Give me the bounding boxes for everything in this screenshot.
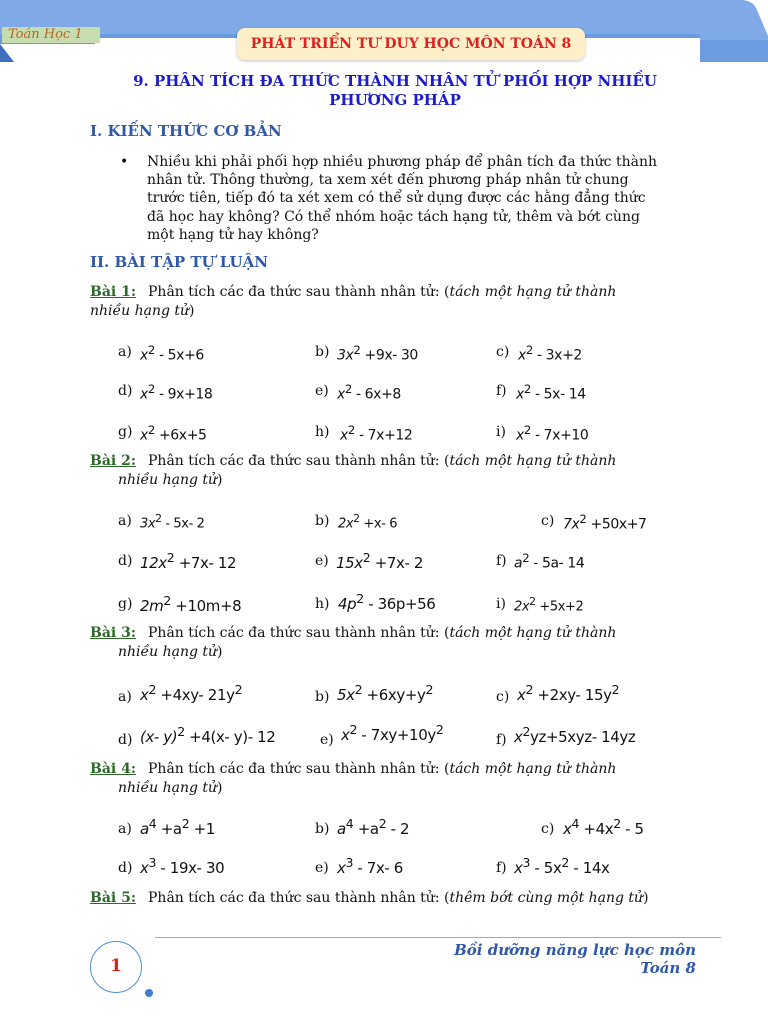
item-letter: e) <box>315 860 329 876</box>
math-expression: $12x^2 +7x-$ 12 <box>140 550 237 572</box>
exercise-3-heading: Bài 3: Phân tích các đa thức sau thành nhân tử: (tách một hạng tử thành nhiều hạng tử) <box>90 625 617 660</box>
bullet-line2: nhân tử. Thông thường, ta xem xét đến phương pháp nhân tử chung <box>147 172 629 189</box>
bullet-line5: một hạng tử hay không? <box>147 226 319 243</box>
item-letter: a) <box>118 513 132 529</box>
item-letter: d) <box>118 860 133 876</box>
item-letter: f) <box>496 732 507 748</box>
math-expression: $x^2 - 5x+6$ <box>140 343 204 364</box>
math-expression: $x^4 +4x^2 - 5$ <box>563 816 644 838</box>
exercise-5-heading: Bài 5: Phân tích các đa thức sau thành nhân tử: (thêm bớt cùng một hạng tử) <box>90 890 649 906</box>
exercise-2-label: Bài 2: <box>90 453 137 469</box>
header-tag: Toán Học 1 <box>2 27 100 43</box>
bullet-line3: trước tiên, tiếp đó ta xét xem có thể sử dụng được các hằng đẳng thức <box>147 190 646 207</box>
item-letter: d) <box>118 553 133 569</box>
item-letter: i) <box>496 596 506 612</box>
bullet-icon: • <box>120 154 129 170</box>
exercise-5-label: Bài 5: <box>90 890 137 906</box>
item-letter: e) <box>320 732 334 748</box>
math-expression: $a^4 +a^2 +1$ <box>140 816 215 838</box>
item-letter: e) <box>315 553 329 569</box>
math-expression: (x- y)$^2$ +4(x- y)- 12 <box>140 724 276 746</box>
item-letter: i) <box>496 424 506 440</box>
item-letter: f) <box>496 553 507 569</box>
exercise-1-heading: Bài 1: Phân tích các đa thức sau thành nhân tử: (tách một hạng tử thành nhiều hạng tử) <box>90 284 617 319</box>
math-expression: $2x^2 +5x+2$ <box>514 595 584 615</box>
math-expression: $a^4 +a^2 - 2$ <box>337 816 410 838</box>
item-letter: c) <box>496 344 510 360</box>
math-expression: $x^2 - 7xy+10y^2$ <box>341 722 444 744</box>
item-letter: c) <box>541 513 555 529</box>
bullet-paragraph <box>120 153 700 244</box>
item-letter: d) <box>118 383 133 399</box>
math-expression: $15x^2 +7x-$ 2 <box>336 550 424 572</box>
footer-line2: Toán 8 <box>640 959 696 977</box>
bullet-line1: Nhiều khi phải phối hợp nhiều phương pháp để phân tích đa thức thành <box>147 154 657 170</box>
math-expression: $7x^2 +50x+7$ <box>563 512 647 533</box>
math-expression: $x^2 - 7x+12$ <box>340 423 413 444</box>
item-letter: b) <box>315 344 330 360</box>
item-letter: e) <box>315 383 329 399</box>
page-dot-icon <box>145 989 153 997</box>
section-heading-2: II. BÀI TẬP TỰ LUẬN <box>90 253 268 271</box>
item-letter: f) <box>496 860 507 876</box>
item-letter: c) <box>541 821 555 837</box>
bullet-line4: đã học hay không? Có thể nhóm hoặc tách hạng tử, thêm và bớt cùng <box>147 208 640 225</box>
item-letter: d) <box>118 732 133 748</box>
exercise-4-heading: Bài 4: Phân tích các đa thức sau thành nhân tử: (tách một hạng tử thành nhiều hạng tử) <box>90 761 617 796</box>
page-number: 1 <box>90 941 142 993</box>
item-letter: b) <box>315 821 330 837</box>
math-expression: $x^3 - 5x^2 - 14x$ <box>514 855 610 877</box>
footer-text <box>420 941 696 977</box>
exercise-3-label: Bài 3: <box>90 625 137 641</box>
math-expression: $x^2 - 5x-$ 14 <box>516 382 586 403</box>
math-expression: $x^2 +2xy-$ $15y^2$ <box>517 682 620 704</box>
lesson-title-line1: 9. PHÂN TÍCH ĐA THỨC THÀNH NHÂN TỬ PHỐI HỢP NHIỀU <box>133 72 657 90</box>
math-expression: $2m^2 +10m+8$ <box>140 593 242 615</box>
math-expression: $5x^2 +6xy+y^2$ <box>337 682 434 704</box>
math-expression: $x^2 - 6x+8$ <box>337 382 401 403</box>
section-heading-1: I. KIẾN THỨC CƠ BẢN <box>90 122 282 140</box>
math-expression: $x^2 +6x+5$ <box>140 423 207 444</box>
item-letter: h) <box>315 424 330 440</box>
lesson-title <box>90 72 700 110</box>
item-letter: a) <box>118 344 132 360</box>
math-expression: $x^2 +4xy-$ $21y^2$ <box>140 682 243 704</box>
math-expression: $4p^2 - 36p+56$ <box>338 591 436 613</box>
math-expression: $x^3 - 19x-$ 30 <box>140 855 225 877</box>
item-letter: h) <box>315 596 330 612</box>
item-letter: g) <box>118 596 133 612</box>
math-expression: $2x^2 +x-$ 6 <box>338 512 398 532</box>
item-letter: g) <box>118 424 133 440</box>
footer-divider <box>155 937 721 938</box>
item-letter: c) <box>496 689 510 705</box>
math-expression: $a^2 - 5a-$ 14 <box>514 551 585 572</box>
header-banner: PHÁT TRIỂN TƯ DUY HỌC MÔN TOÁN 8 <box>237 28 585 60</box>
item-letter: b) <box>315 513 330 529</box>
math-expression: $x^2yz+5xyz-$ 14yz <box>514 724 636 746</box>
math-expression: $x^2 - 7x+10$ <box>516 423 589 444</box>
lesson-title-line2: PHƯƠNG PHÁP <box>329 91 461 109</box>
exercise-1-label: Bài 1: <box>90 284 137 300</box>
math-expression: $x^3 - 7x-$ 6 <box>337 855 403 877</box>
item-letter: b) <box>315 689 330 705</box>
item-letter: a) <box>118 821 132 837</box>
exercise-2-heading: Bài 2: Phân tích các đa thức sau thành nhân tử: (tách một hạng tử thành nhiều hạng tử) <box>90 453 617 488</box>
exercise-4-label: Bài 4: <box>90 761 137 777</box>
math-expression: $x^2 - 3x+2$ <box>518 343 582 364</box>
footer-line1: Bồi dưỡng năng lực học môn <box>454 941 696 959</box>
math-expression: $x^2 - 9x+18$ <box>140 382 213 403</box>
math-expression: $3x^2 - 5x-$ 2 <box>140 512 205 532</box>
item-letter: a) <box>118 689 132 705</box>
math-expression: $3x^2 +9x-$ 30 <box>337 343 418 364</box>
item-letter: f) <box>496 383 507 399</box>
